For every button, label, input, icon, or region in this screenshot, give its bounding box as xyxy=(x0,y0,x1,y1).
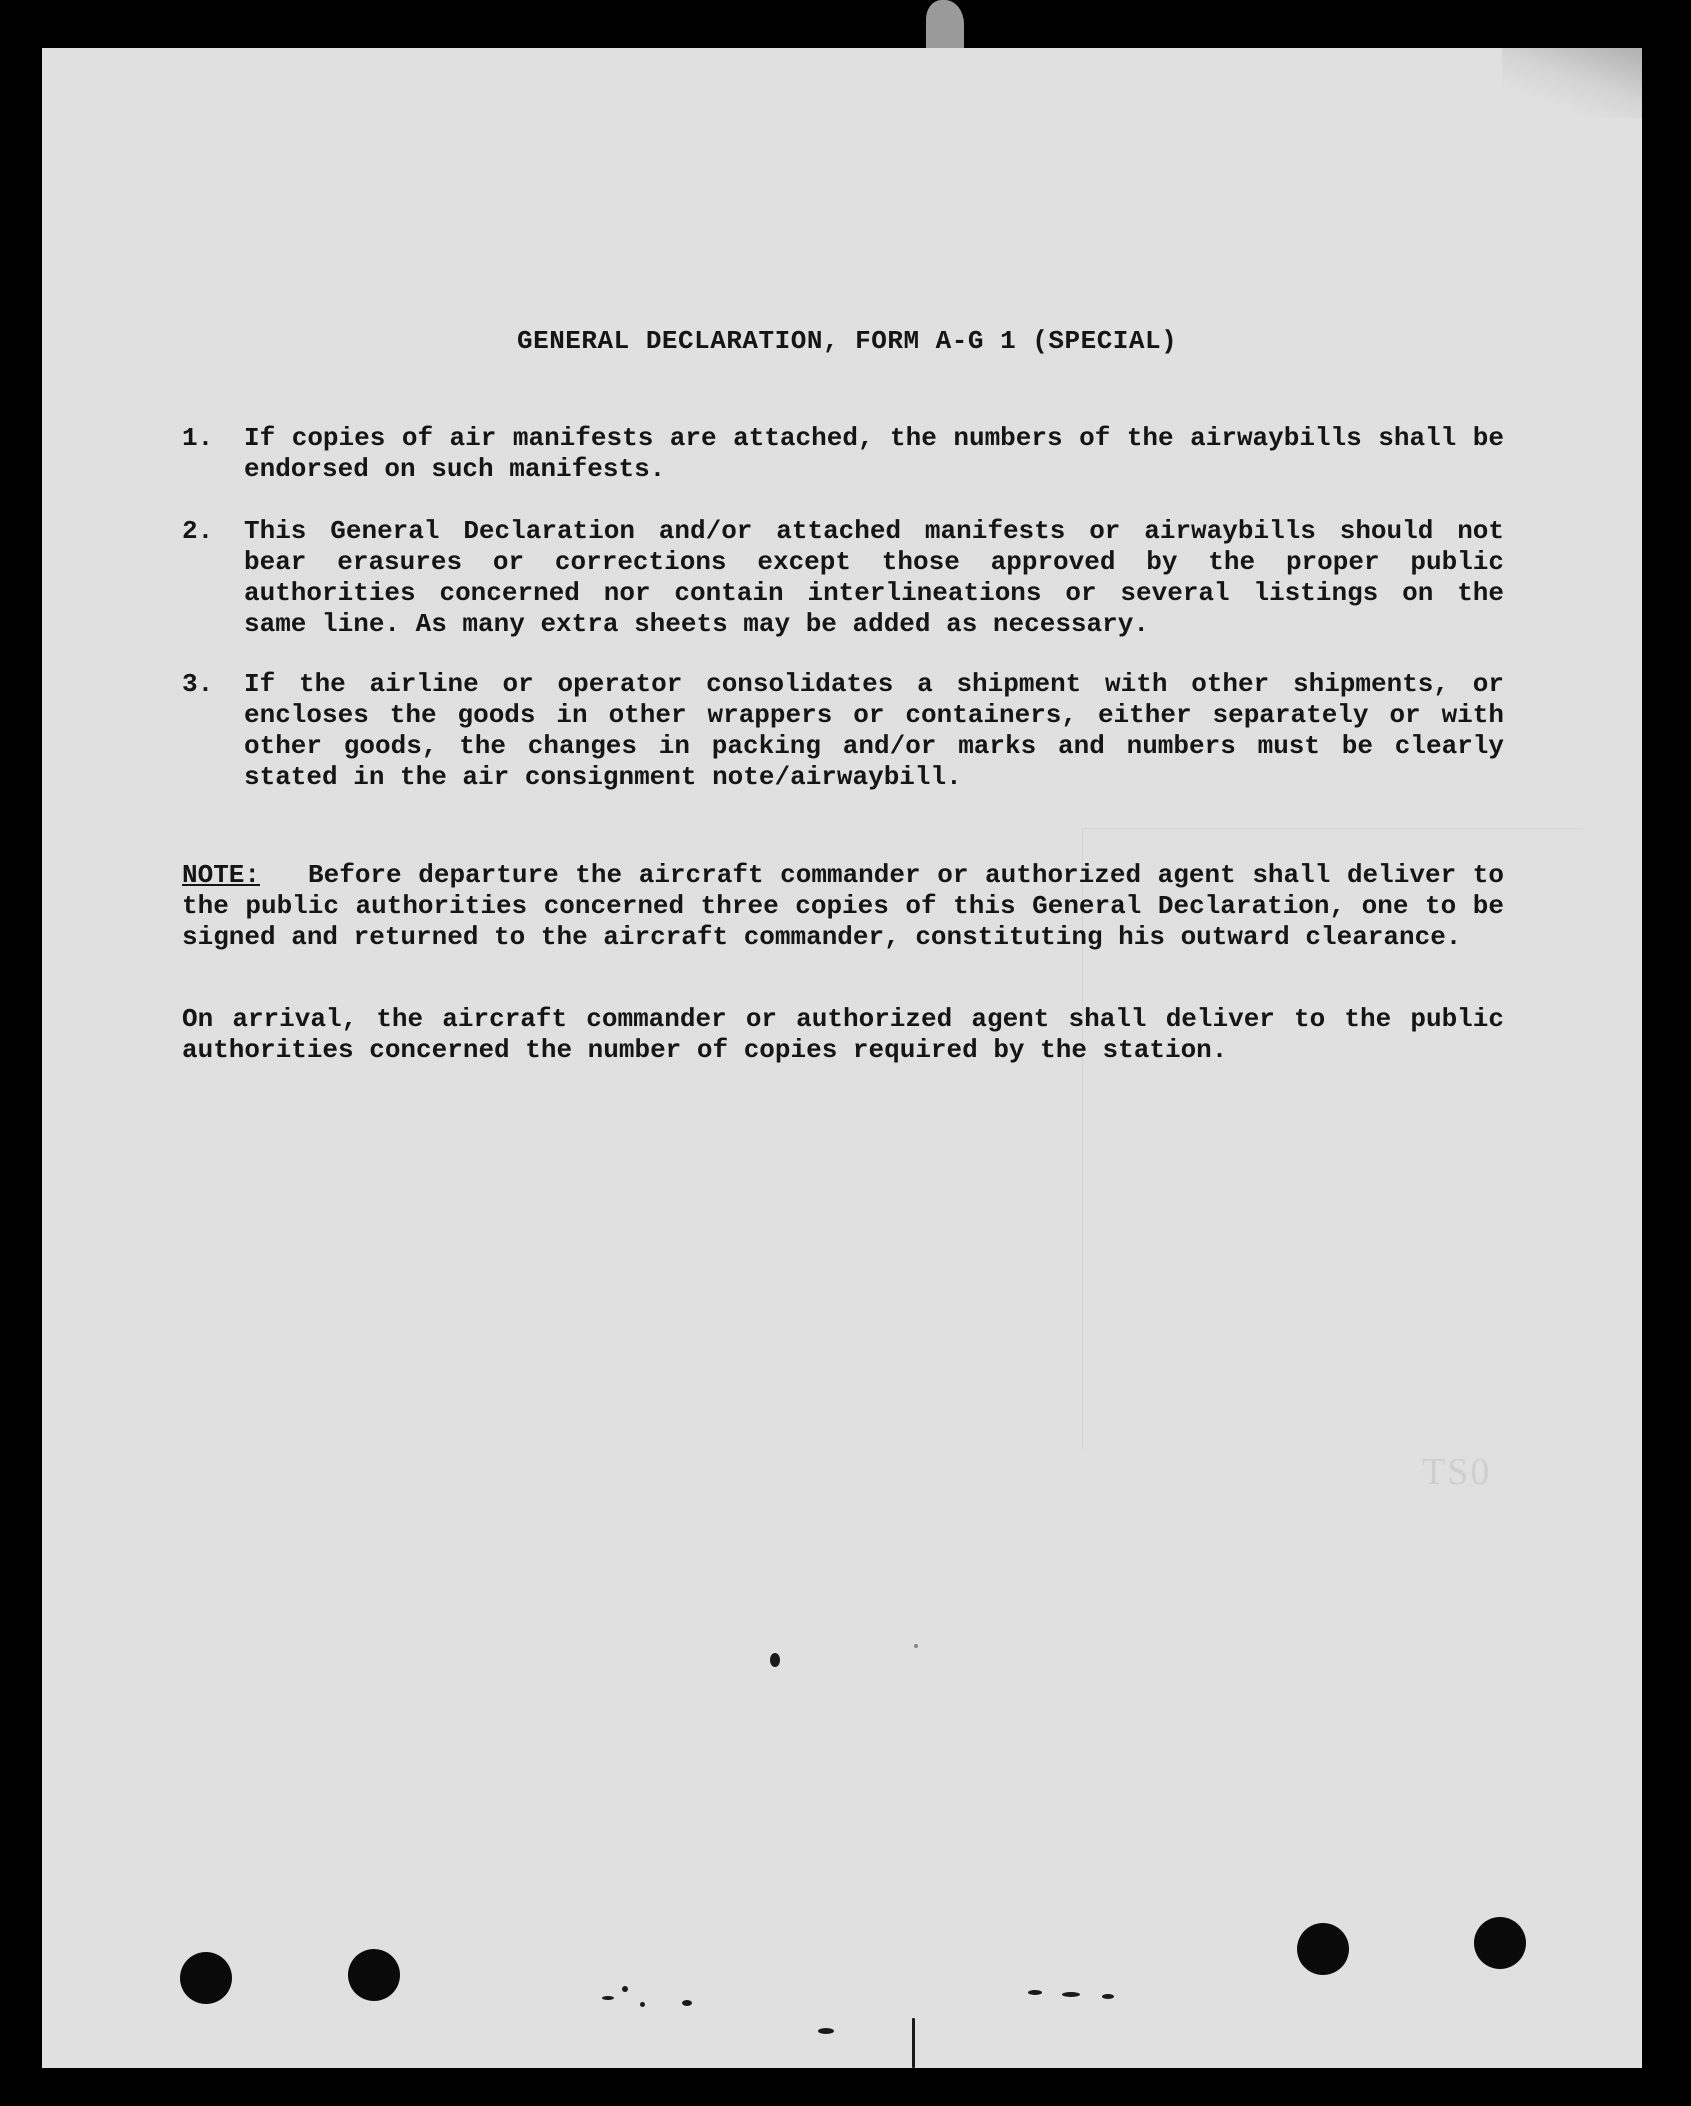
ink-speck xyxy=(1028,1990,1042,1995)
punch-hole xyxy=(1297,1923,1349,1975)
page-title: GENERAL DECLARATION, FORM A-G 1 (SPECIAL) xyxy=(517,326,1178,356)
ink-speck xyxy=(682,2000,692,2006)
ink-speck xyxy=(640,2002,645,2007)
ink-speck xyxy=(914,1644,918,1648)
note-paragraph xyxy=(182,860,1504,953)
ink-speck xyxy=(1102,1994,1114,1999)
punch-hole xyxy=(1474,1917,1526,1969)
arrival-paragraph: On arrival, the aircraft commander or authorized agent shall deliver to the public authorities concerned the number of copies required by the station. xyxy=(182,1004,1504,1065)
item-number: 2. xyxy=(182,516,214,546)
item-text: This General Declaration and/or attached manifests or airwaybills should not bear erasures or corrections except those approved by the proper public authorities concerned nor contain interlineations or several listings on the same line. As many extra sheets may be added as necessary. xyxy=(244,516,1504,639)
corner-shadow xyxy=(1502,48,1642,118)
paper-clip-shadow xyxy=(926,0,964,48)
punch-hole xyxy=(180,1952,232,2004)
ink-speck xyxy=(770,1653,780,1667)
item-text: If the airline or operator consolidates a shipment with other shipments, or encloses the goods in other wrappers or containers, either separately or with other goods, the changes in packing and/or marks and numbers must be clearly stated in the air consignment note/airwaybill. xyxy=(244,669,1504,792)
item-text: If copies of air manifests are attached, the numbers of the airwaybills shall be endorsed on such manifests. xyxy=(244,423,1504,484)
ink-speck xyxy=(622,1986,628,1992)
faint-stamp: TS0 xyxy=(1422,1451,1492,1493)
item-number: 3. xyxy=(182,669,214,699)
ink-speck xyxy=(1062,1992,1080,1997)
ink-speck xyxy=(818,2028,834,2034)
document-page xyxy=(42,48,1642,2068)
ink-speck xyxy=(912,2018,915,2068)
note-text: Before departure the aircraft commander or authorized agent shall deliver to the public authorities concerned three copies of this General Declaration, one to be signed and returned to the aircraft commander, constituting his outward clearance. xyxy=(182,860,1504,952)
punch-hole xyxy=(348,1949,400,2001)
item-number: 1. xyxy=(182,423,214,453)
ink-speck xyxy=(602,1996,614,2000)
note-label: NOTE: xyxy=(182,860,261,890)
